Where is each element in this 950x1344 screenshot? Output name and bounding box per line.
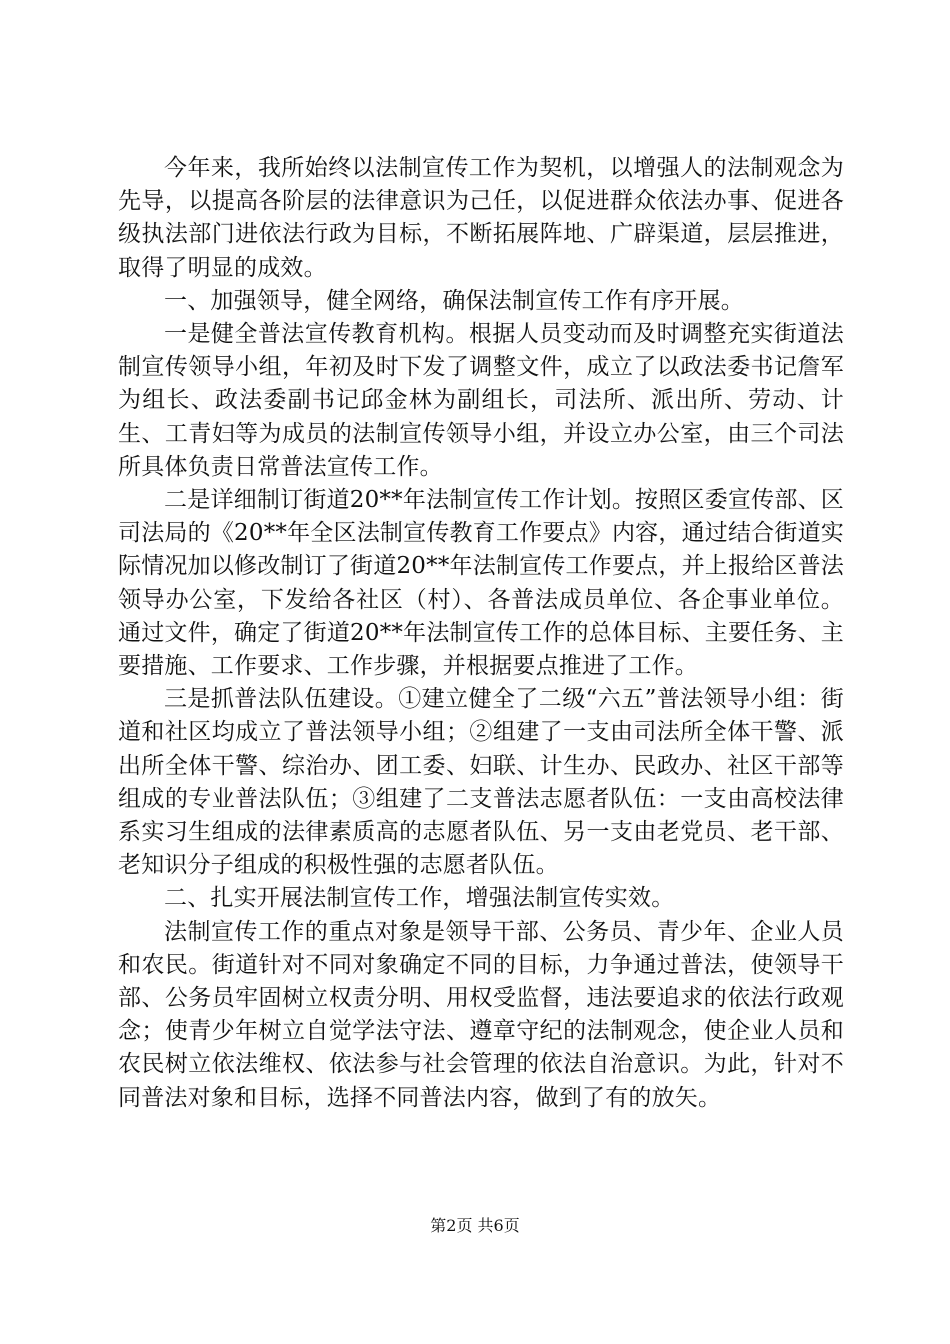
paragraph-item-2: 二是详细制订街道20**年法制宣传工作计划。按照区委宣传部、区司法局的《20**年全区法制宣传教育工作要点》内容，通过结合街道实际情况加以修改制订了街道20**年法制宣传工作要点，并上报给区普法领导办公室，下发给各社区（村）、各普法成员单位、各企事业单位。通过文件，确定了街道20**年法制宣传工作的总体目标、主要任务、主要措施、工作要求、工作步骤，并根据要点推进了工作。 xyxy=(118,487,844,680)
section-heading-2: 二、扎实开展法制宣传工作，增强法制宣传实效。 xyxy=(164,885,675,912)
paragraph-intro: 今年来，我所始终以法制宣传工作为契机，以增强人的法制观念为先导，以提高各阶层的法律意识为己任，以促进群众依法办事、促进各级执法部门进依法行政为目标，不断拓展阵地、广辟渠道，层层推进，取得了明显的成效。 xyxy=(118,155,844,281)
paragraph-item-3: 三是抓普法队伍建设。①建立健全了二级“六五”普法领导小组：街道和社区均成立了普法领导小组；②组建了一支由司法所全体干警、派出所全体干警、综治办、团工委、妇联、计生办、民政办、社区干部等组成的专业普法队伍；③组建了二支普法志愿者队伍：一支由高校法律系实习生组成的法律素质高的志愿者队伍、另一支由老党员、老干部、老知识分子组成的积极性强的志愿者队伍。 xyxy=(118,686,844,879)
paragraph-section-2: 法制宣传工作的重点对象是领导干部、公务员、青少年、企业人员和农民。街道针对不同对象确定不同的目标，力争通过普法，使领导干部、公务员牢固树立权责分明、用权受监督，违法要追求的依法行政观念；使青少年树立自觉学法守法、遵章守纪的法制观念，使企业人员和农民树立依法维权、依法参与社会管理的依法自治意识。为此，针对不同普法对象和目标，选择不同普法内容，做到了有的放矢。 xyxy=(118,918,844,1111)
document-body xyxy=(118,152,844,1115)
paragraph-item-1: 一是健全普法宣传教育机构。根据人员变动而及时调整充实街道法制宣传领导小组，年初及时下发了调整文件，成立了以政法委书记詹军为组长、政法委副书记邱金林为副组长，司法所、派出所、劳动、计生、工青妇等为成员的法制宣传领导小组，并设立办公室，由三个司法所具体负责日常普法宣传工作。 xyxy=(118,321,844,480)
section-heading-1: 一、加强领导，健全网络，确保法制宣传工作有序开展。 xyxy=(164,287,744,314)
page-number-footer: 第2页 共6页 xyxy=(430,1216,520,1235)
